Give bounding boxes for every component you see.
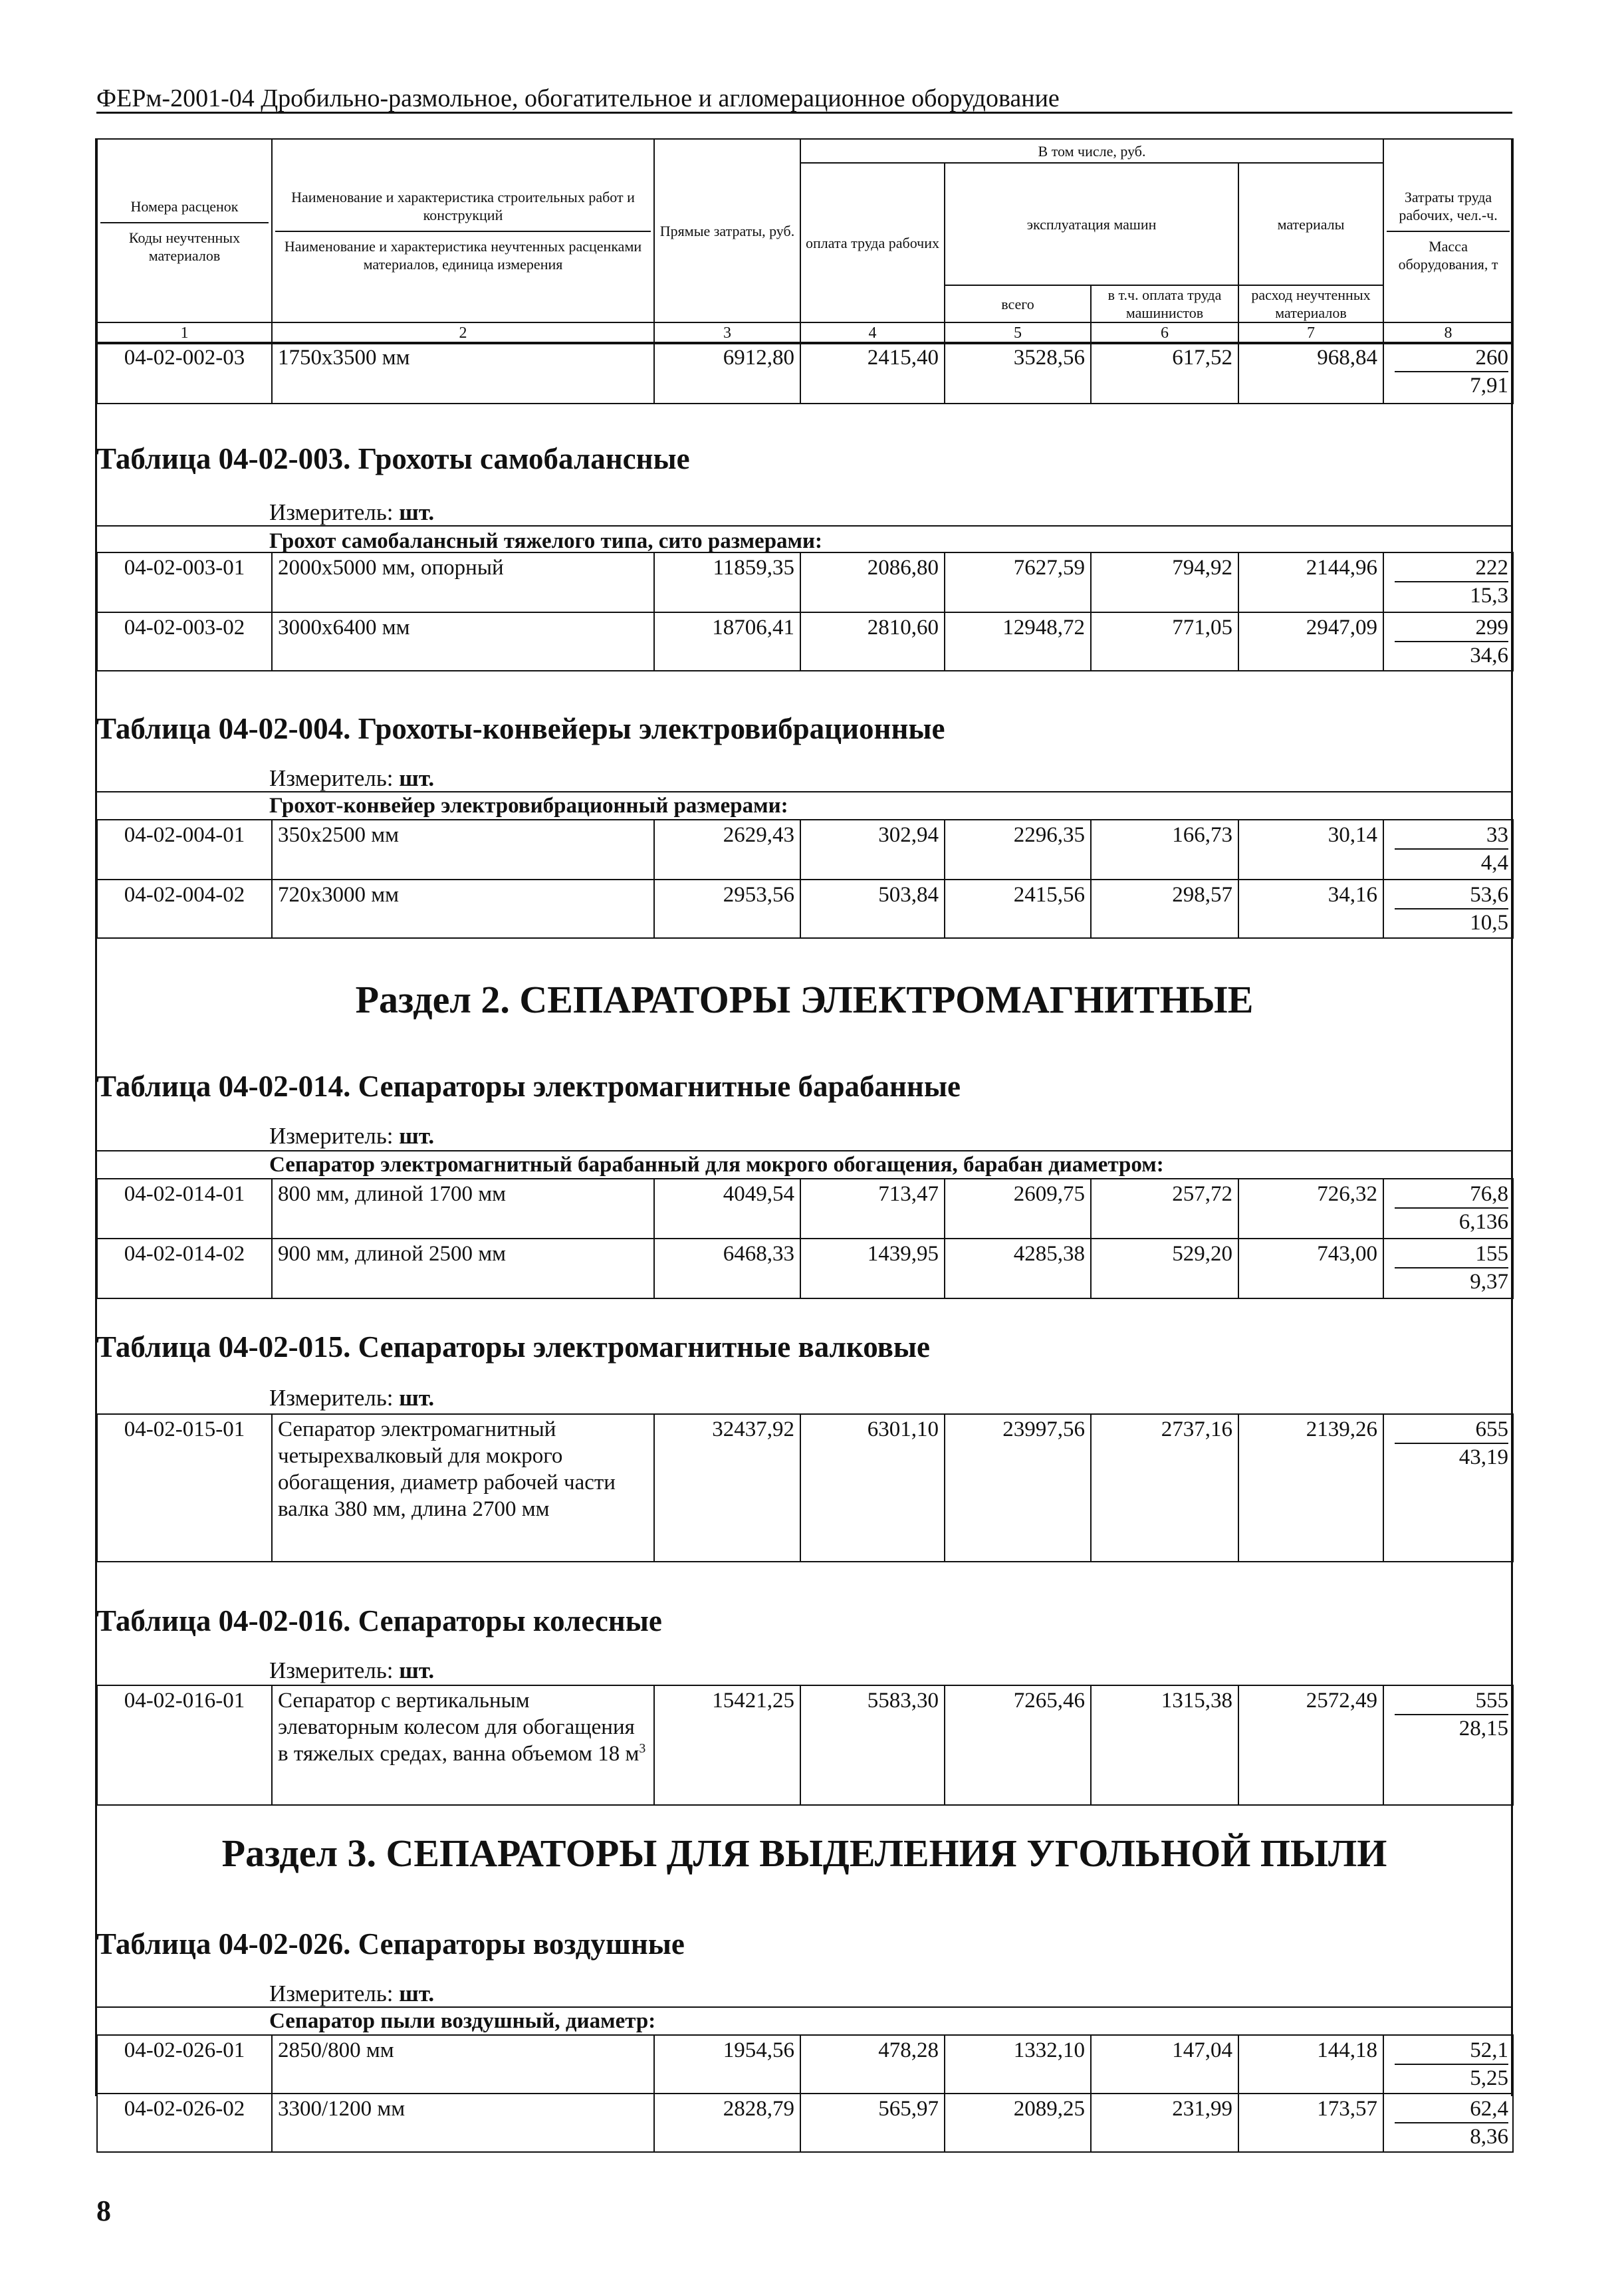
equipment-mass: 9,37 bbox=[1470, 1270, 1508, 1294]
labor-mass-cell bbox=[1383, 1239, 1513, 1298]
header-labor-pay: оплата труда рабочих bbox=[800, 163, 945, 322]
direct-costs: 15421,25 bbox=[654, 1685, 800, 1805]
labor-mass-cell bbox=[1383, 1179, 1513, 1239]
header-machines: эксплуатация машин bbox=[945, 163, 1238, 285]
direct-costs: 1954,56 bbox=[654, 2035, 800, 2094]
machinists-pay: 771,05 bbox=[1091, 612, 1238, 671]
header-col1-top: Номера расценок bbox=[130, 197, 239, 215]
machinists-pay: 298,57 bbox=[1091, 880, 1238, 938]
equipment-mass: 28,15 bbox=[1458, 1717, 1508, 1741]
machinists-pay: 2737,16 bbox=[1091, 1414, 1238, 1562]
table-title: Таблица 04-02-003. Грохоты самобалансные bbox=[96, 442, 690, 475]
unit-value: шт. bbox=[399, 499, 435, 525]
labor-mass-cell bbox=[1383, 1685, 1513, 1805]
unit-value: шт. bbox=[399, 1981, 435, 2006]
machinists-pay: 529,20 bbox=[1091, 1239, 1238, 1298]
header-col1-bottom: Коды неучтенных материалов bbox=[128, 229, 241, 264]
rate-table bbox=[96, 1413, 1514, 1562]
equipment-mass: 5,25 bbox=[1470, 2066, 1508, 2090]
table-row bbox=[97, 1179, 1513, 1239]
table-row bbox=[97, 2094, 1513, 2152]
work-name: 350х2500 мм bbox=[272, 820, 654, 880]
unit-label: Измеритель: bbox=[269, 765, 394, 791]
col-number: 2 bbox=[272, 322, 654, 344]
table-row bbox=[97, 1685, 1513, 1805]
page-number: 8 bbox=[96, 2195, 111, 2227]
labor-pay: 1439,95 bbox=[800, 1239, 945, 1298]
machines-total: 7627,59 bbox=[945, 552, 1091, 612]
machines-total: 7265,46 bbox=[945, 1685, 1091, 1805]
superscript: 3 bbox=[639, 1741, 646, 1756]
unit-line bbox=[269, 1657, 434, 1685]
unit-value: шт. bbox=[399, 1123, 435, 1149]
equipment-mass: 10,5 bbox=[1470, 911, 1508, 935]
equipment-mass: 4,4 bbox=[1480, 851, 1508, 875]
group-heading: Грохот-конвейер электровибрационный размерами: bbox=[269, 794, 788, 818]
machines-total: 23997,56 bbox=[945, 1414, 1091, 1562]
table-row bbox=[97, 342, 1513, 404]
unit-line bbox=[269, 1122, 434, 1150]
labor-mass-cell bbox=[1383, 820, 1513, 880]
header-machines-total: всего bbox=[945, 285, 1091, 322]
group-heading: Сепаратор пыли воздушный, диаметр: bbox=[269, 2009, 656, 2033]
direct-costs: 2953,56 bbox=[654, 880, 800, 938]
labor-hours: 53,6 bbox=[1395, 882, 1508, 909]
labor-pay: 2810,60 bbox=[800, 612, 945, 671]
materials-cost: 2139,26 bbox=[1238, 1414, 1383, 1562]
labor-hours: 155 bbox=[1395, 1241, 1508, 1268]
labor-pay: 5583,30 bbox=[800, 1685, 945, 1805]
labor-mass-cell bbox=[1383, 612, 1513, 671]
materials-cost: 2144,96 bbox=[1238, 552, 1383, 612]
labor-pay: 478,28 bbox=[800, 2035, 945, 2094]
rate-code: 04-02-014-02 bbox=[97, 1239, 272, 1298]
table-row bbox=[97, 612, 1513, 671]
direct-costs: 2828,79 bbox=[654, 2094, 800, 2152]
machines-total: 4285,38 bbox=[945, 1239, 1091, 1298]
materials-cost: 2572,49 bbox=[1238, 1685, 1383, 1805]
labor-hours: 260 bbox=[1395, 344, 1508, 372]
unit-value: шт. bbox=[399, 765, 435, 791]
materials-cost: 968,84 bbox=[1238, 342, 1383, 404]
labor-hours: 555 bbox=[1395, 1687, 1508, 1715]
machines-total: 1332,10 bbox=[945, 2035, 1091, 2094]
direct-costs: 2629,43 bbox=[654, 820, 800, 880]
labor-hours: 299 bbox=[1395, 614, 1508, 642]
unit-line bbox=[269, 1384, 434, 1412]
equipment-mass: 7,91 bbox=[1470, 374, 1508, 398]
labor-hours: 52,1 bbox=[1395, 2037, 1508, 2065]
materials-cost: 34,16 bbox=[1238, 880, 1383, 938]
work-name: 900 мм, длиной 2500 мм bbox=[272, 1239, 654, 1298]
col-number: 8 bbox=[1383, 322, 1513, 344]
header-rule bbox=[96, 112, 1512, 114]
equipment-mass: 6,136 bbox=[1458, 1210, 1508, 1234]
unit-label: Измеритель: bbox=[269, 499, 394, 525]
table-title: Таблица 04-02-004. Грохоты-конвейеры электровибрационные bbox=[96, 712, 945, 745]
header-labor-top: Затраты труда рабочих, чел.-ч. bbox=[1399, 189, 1498, 223]
header-materials-use: расход неучтенных материалов bbox=[1238, 285, 1383, 322]
materials-cost: 30,14 bbox=[1238, 820, 1383, 880]
equipment-mass: 8,36 bbox=[1470, 2125, 1508, 2149]
header-direct-costs: Прямые затраты, руб. bbox=[654, 139, 800, 322]
rate-code: 04-02-004-01 bbox=[97, 820, 272, 880]
materials-cost: 144,18 bbox=[1238, 2035, 1383, 2094]
direct-costs: 32437,92 bbox=[654, 1414, 800, 1562]
machines-total: 2415,56 bbox=[945, 880, 1091, 938]
equipment-mass: 34,6 bbox=[1470, 644, 1508, 667]
table-row bbox=[97, 820, 1513, 880]
machines-total: 12948,72 bbox=[945, 612, 1091, 671]
equipment-mass: 43,19 bbox=[1458, 1445, 1508, 1469]
machinists-pay: 231,99 bbox=[1091, 2094, 1238, 2152]
work-name: 3300/1200 мм bbox=[272, 2094, 654, 2152]
rate-table bbox=[96, 1178, 1514, 1299]
materials-cost: 173,57 bbox=[1238, 2094, 1383, 2152]
rate-code: 04-02-004-02 bbox=[97, 880, 272, 938]
rate-code: 04-02-003-02 bbox=[97, 612, 272, 671]
labor-hours: 33 bbox=[1395, 822, 1508, 850]
col-number: 6 bbox=[1091, 322, 1238, 344]
table-title: Таблица 04-02-026. Сепараторы воздушные bbox=[96, 1927, 685, 1961]
labor-mass-cell bbox=[1383, 2035, 1513, 2094]
header-materials: материалы bbox=[1238, 163, 1383, 285]
table-row bbox=[97, 880, 1513, 938]
unit-value: шт. bbox=[399, 1657, 435, 1683]
labor-hours: 62,4 bbox=[1395, 2096, 1508, 2123]
unit-line bbox=[269, 765, 434, 792]
unit-value: шт. bbox=[399, 1385, 435, 1411]
unit-label: Измеритель: bbox=[269, 1123, 394, 1149]
table-title: Таблица 04-02-015. Сепараторы электромагнитные валковые bbox=[96, 1330, 931, 1364]
direct-costs: 6468,33 bbox=[654, 1239, 800, 1298]
work-name: Сепаратор электромагнитный четырехвалковый для мокрого обогащения, диаметр рабочей части валка 380 мм, длина 2700 мм bbox=[272, 1414, 654, 1562]
rate-code: 04-02-014-01 bbox=[97, 1179, 272, 1239]
header-col2-top: Наименование и характеристика строительных работ и конструкций bbox=[291, 189, 635, 223]
unit-label: Измеритель: bbox=[269, 1385, 394, 1411]
direct-costs: 11859,35 bbox=[654, 552, 800, 612]
header-names-cell bbox=[272, 139, 654, 322]
machines-total: 2296,35 bbox=[945, 820, 1091, 880]
section-heading: Раздел 2. СЕПАРАТОРЫ ЭЛЕКТРОМАГНИТНЫЕ bbox=[355, 978, 1254, 1021]
labor-mass-cell bbox=[1383, 1414, 1513, 1562]
rule bbox=[96, 525, 1512, 527]
direct-costs: 18706,41 bbox=[654, 612, 800, 671]
work-name: 800 мм, длиной 1700 мм bbox=[272, 1179, 654, 1239]
machinists-pay: 166,73 bbox=[1091, 820, 1238, 880]
rate-code: 04-02-003-01 bbox=[97, 552, 272, 612]
header-labor-bottom: Масса оборудования, т bbox=[1398, 238, 1498, 273]
header-codes-cell bbox=[97, 139, 272, 322]
labor-hours: 655 bbox=[1395, 1416, 1508, 1444]
unit-line bbox=[269, 1980, 434, 2008]
table-row bbox=[97, 2035, 1513, 2094]
machinists-pay: 257,72 bbox=[1091, 1179, 1238, 1239]
group-heading: Сепаратор электромагнитный барабанный для мокрого обогащения, барабан диаметром: bbox=[269, 1153, 1164, 1177]
rate-code: 04-02-002-03 bbox=[97, 342, 272, 404]
labor-mass-cell bbox=[1383, 552, 1513, 612]
materials-cost: 726,32 bbox=[1238, 1179, 1383, 1239]
direct-costs: 4049,54 bbox=[654, 1179, 800, 1239]
header-col2-bottom: Наименование и характеристика неучтенных расценками материалов, единица измерения bbox=[284, 238, 642, 273]
labor-pay: 302,94 bbox=[800, 820, 945, 880]
rate-table bbox=[96, 1685, 1514, 1806]
work-name: 1750х3500 мм bbox=[272, 342, 654, 404]
equipment-mass: 15,3 bbox=[1470, 584, 1508, 608]
section-heading: Раздел 3. СЕПАРАТОРЫ ДЛЯ ВЫДЕЛЕНИЯ УГОЛЬНОЙ ПЫЛИ bbox=[221, 1832, 1387, 1875]
work-name: 720х3000 мм bbox=[272, 880, 654, 938]
labor-pay: 2415,40 bbox=[800, 342, 945, 404]
rate-table bbox=[96, 342, 1514, 404]
machines-total: 2609,75 bbox=[945, 1179, 1091, 1239]
labor-pay: 503,84 bbox=[800, 880, 945, 938]
labor-pay: 565,97 bbox=[800, 2094, 945, 2152]
work-name: Сепаратор с вертикальным элеваторным колесом для обогащения в тяжелых средах, ванна объемом 18 м bbox=[278, 1689, 639, 1766]
header-machinists-pay: в т.ч. оплата труда машинистов bbox=[1091, 285, 1238, 322]
running-header: ФЕРм-2001-04 Дробильно-размольное, обогатительное и агломерационное оборудование bbox=[96, 84, 1060, 112]
rate-table bbox=[96, 2034, 1514, 2153]
machines-total: 2089,25 bbox=[945, 2094, 1091, 2152]
group-heading: Грохот самобалансный тяжелого типа, сито размерами: bbox=[269, 529, 823, 553]
table-row bbox=[97, 1414, 1513, 1562]
materials-cost: 2947,09 bbox=[1238, 612, 1383, 671]
col-number: 1 bbox=[97, 322, 272, 344]
labor-pay: 6301,10 bbox=[800, 1414, 945, 1562]
machinists-pay: 794,92 bbox=[1091, 552, 1238, 612]
work-name: 2850/800 мм bbox=[272, 2035, 654, 2094]
table-row bbox=[97, 1239, 1513, 1298]
machinists-pay: 617,52 bbox=[1091, 342, 1238, 404]
work-name: 2000х5000 мм, опорный bbox=[272, 552, 654, 612]
machinists-pay: 147,04 bbox=[1091, 2035, 1238, 2094]
labor-pay: 713,47 bbox=[800, 1179, 945, 1239]
rate-code: 04-02-026-02 bbox=[97, 2094, 272, 2152]
labor-hours: 76,8 bbox=[1395, 1181, 1508, 1209]
rate-table bbox=[96, 819, 1514, 939]
unit-label: Измеритель: bbox=[269, 1657, 394, 1683]
table-title: Таблица 04-02-014. Сепараторы электромагнитные барабанные bbox=[96, 1070, 961, 1103]
col-number: 5 bbox=[945, 322, 1091, 344]
column-header-table bbox=[96, 138, 1514, 344]
rate-code: 04-02-016-01 bbox=[97, 1685, 272, 1805]
table-row bbox=[97, 552, 1513, 612]
unit-line bbox=[269, 499, 434, 527]
labor-mass-cell bbox=[1383, 880, 1513, 938]
direct-costs: 6912,80 bbox=[654, 342, 800, 404]
machines-total: 3528,56 bbox=[945, 342, 1091, 404]
labor-hours: 222 bbox=[1395, 554, 1508, 582]
header-including: В том числе, руб. bbox=[800, 139, 1383, 163]
unit-label: Измеритель: bbox=[269, 1981, 394, 2006]
col-number: 3 bbox=[654, 322, 800, 344]
rate-table bbox=[96, 552, 1514, 671]
table-title: Таблица 04-02-016. Сепараторы колесные bbox=[96, 1604, 662, 1637]
col-number: 4 bbox=[800, 322, 945, 344]
labor-mass-cell bbox=[1383, 2094, 1513, 2152]
work-name-cell bbox=[272, 1685, 654, 1805]
labor-mass-cell bbox=[1383, 342, 1513, 404]
rate-code: 04-02-026-01 bbox=[97, 2035, 272, 2094]
work-name: 3000х6400 мм bbox=[272, 612, 654, 671]
labor-pay: 2086,80 bbox=[800, 552, 945, 612]
materials-cost: 743,00 bbox=[1238, 1239, 1383, 1298]
rate-code: 04-02-015-01 bbox=[97, 1414, 272, 1562]
machinists-pay: 1315,38 bbox=[1091, 1685, 1238, 1805]
col-number: 7 bbox=[1238, 322, 1383, 344]
header-labor-cell bbox=[1383, 139, 1513, 322]
